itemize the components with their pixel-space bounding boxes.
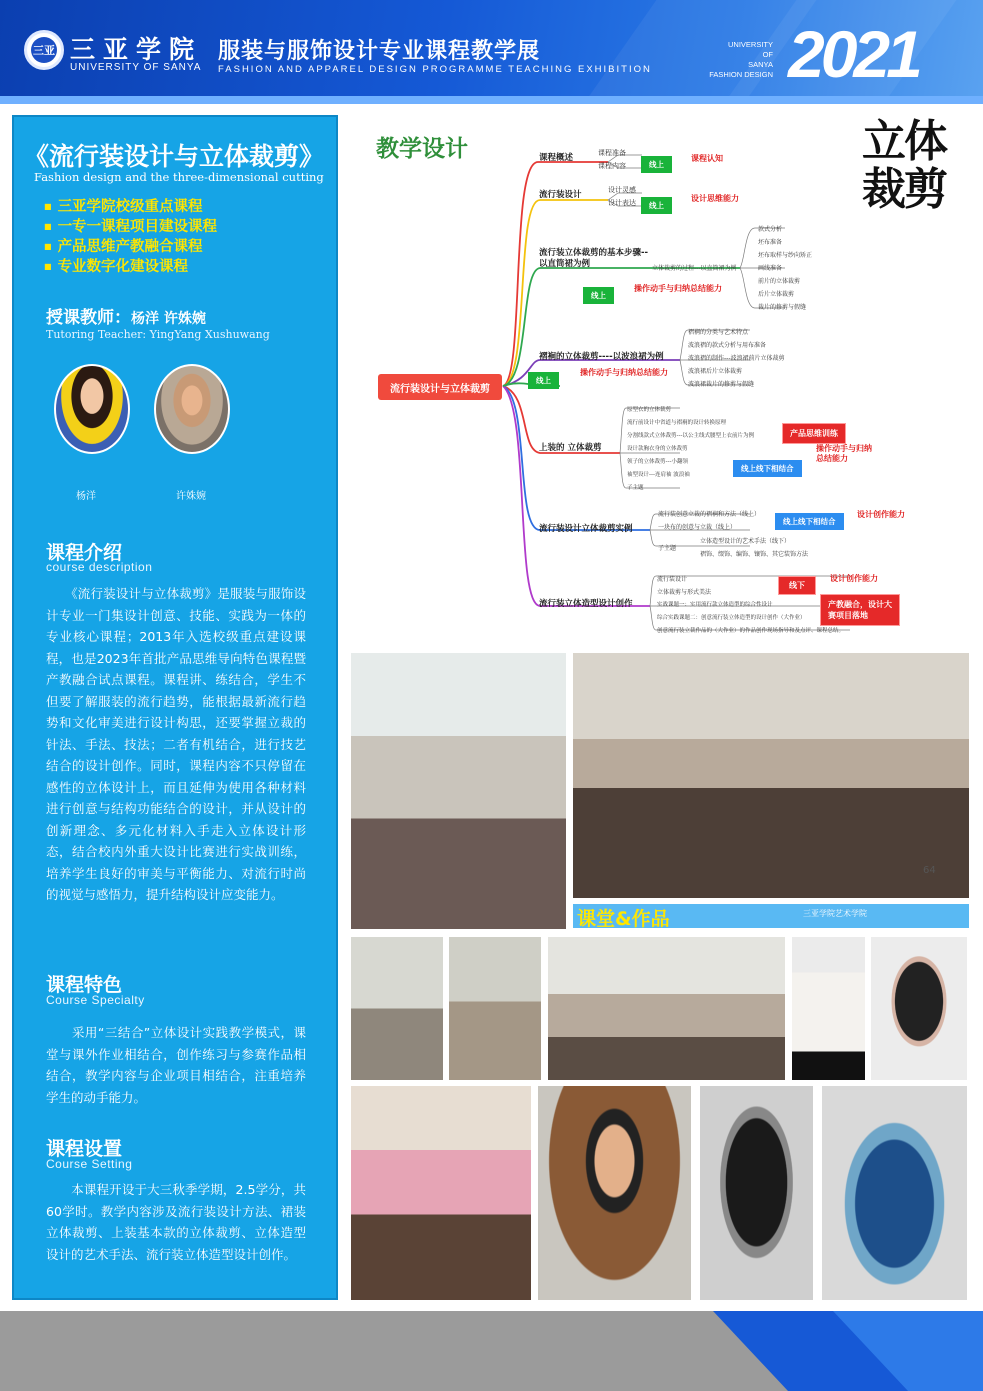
course-title-en: Fashion design and the three-dimensional cutting [34, 170, 324, 184]
uni-stack-line: OF [762, 50, 773, 59]
node-sub: 课程准备 [598, 149, 626, 157]
classroom-photo [548, 937, 785, 1080]
specialty-body: 采用“三结合”立体设计实践教学模式，课堂与课外作业相结合，创作练习与参赛作品相结合，教学内容与企业项目相结合，注重培养学生的动手能力。 [46, 1025, 306, 1105]
classroom-photo [351, 1086, 531, 1300]
node-sub: 坯布准备 [758, 239, 783, 246]
course-info-panel [12, 115, 338, 1300]
feature-item: ■ 产品思维产教融合课程 [44, 237, 217, 257]
exhibition-title: 服装与服饰设计专业课程教学展 [218, 39, 541, 64]
node-sub: 创意流行装立裁作品的（大作业）的作品创作现场指导和及点评、课程总结。 [657, 628, 845, 634]
university-name-cn: 三亚学院 [70, 35, 203, 64]
node-sub: 立体裁剪与形式美法 [657, 589, 712, 596]
intro-heading-en: course description [46, 560, 153, 574]
online-tag: 线上 [641, 197, 672, 214]
uni-stack-line: UNIVERSITY [727, 40, 773, 49]
footer-band [0, 1311, 983, 1391]
ability-label: 设计思维能力 [691, 194, 739, 203]
teacher-names: 杨洋 许姝婉 [131, 311, 206, 327]
gallery-title: 课堂&作品 [577, 908, 670, 930]
node-label: 褶裥的立体裁剪----以波浪裙为例 [539, 352, 664, 362]
node-sub: 综合实践课题二：创意流行装立体造型的设计创作（大作业） [657, 615, 806, 621]
uni-stack-line: SANYA [748, 60, 773, 69]
node-sub: 褶饰、缀饰、编饰、镶饰、其它装饰方法 [700, 551, 809, 558]
node-sub: 分割线款式立体裁剪---以公主线式腰型上衣前片为例 [627, 433, 754, 439]
node-sub: 流行装设计 [657, 576, 688, 583]
node-sub: 流行前设计中省道与褶裥的设计转换原理 [627, 420, 727, 426]
portrait-name: 许姝婉 [176, 491, 206, 502]
ability-label: 操作动手与归纳总结能力 [816, 444, 872, 463]
online-tag: 线上 [528, 372, 559, 389]
classroom-photo [351, 653, 566, 929]
ability-label: 课程认知 [691, 154, 723, 163]
node-sub: 画线准备 [758, 265, 783, 272]
blended-tag: 线上线下相结合 [733, 460, 802, 477]
product-thinking-box: 产品思维训练 [782, 423, 846, 444]
garment-photo [871, 937, 967, 1080]
garment-photo [792, 937, 865, 1080]
course-title: 《流行装设计与立体裁剪》 [24, 142, 325, 171]
node-mid: 立体裁剪的过程---以直筒裙为例 [652, 265, 737, 272]
offline-tag: 线下 [778, 576, 816, 595]
node-sub: 原型衣的立体裁剪 [627, 407, 672, 413]
node-sub: 波浪褶的制作---波浪裙前片立体裁剪 [688, 355, 785, 362]
model-photo [538, 1086, 691, 1300]
specialty-heading: 课程特色 [46, 974, 123, 996]
mannequin-number: 64 [923, 865, 936, 876]
header-banner [0, 0, 983, 104]
feature-item: ■ 专业数字化建设课程 [44, 257, 217, 277]
node-sub: 实战课题一：实用流行款立体造型的综合性设计 [657, 602, 773, 608]
university-name-en: UNIVERSITY OF SANYA [70, 62, 202, 73]
specialty-heading-en: Course Specialty [46, 993, 145, 1007]
gallery-subtitle: 三亚学院艺术学院 [803, 909, 867, 918]
feature-item: ■ 一专一课程项目建设课程 [44, 217, 217, 237]
node-label: 流行装立体造型设计创作 [539, 599, 633, 609]
ability-label: 操作动手与归纳总结能力 [580, 368, 668, 377]
intro-body: 《流行装设计与立体裁剪》是服装与服饰设计专业一门集设计创意、技能、实践为一体的专业核心课程；2013年入选校级重点建设课程，也是2023年首批产品思维导向特色课程暨产教融合试点课程。课程讲、练结合，学生不但要了解服装的流行趋势，能根据最新流行趋势和文化审美进行设计构思，还要掌握立裁的针法、手法、技法；二者有机结合，进行技艺结合的设计创作。同时，课程内容不只停留在感性的立体设计上，而且延伸为使用各种材料进行创意与结构功能结合的设计，并从设计的创新理念、多元化材料入手走入立体设计形态，结合校内外重大设计比赛进行实战训练，培养学生良好的审美与平衡能力、对流行时尚的视觉与感悟力，提升结构设计应变能力。 [46, 586, 306, 902]
node-label: 上装的 立体裁剪 [539, 443, 602, 453]
year-mark: 2021 [788, 17, 919, 91]
node-sub: 立体造型设计的艺术手法（线下） [700, 538, 791, 545]
node-sub: 子主题 [658, 545, 677, 552]
node-sub: 前片的立体裁剪 [758, 278, 801, 285]
node-label: 流行装立体裁剪的基本步骤--以直筒裙为例 [539, 248, 649, 269]
teacher-portrait [54, 364, 130, 454]
ability-label: 操作动手与归纳总结能力 [634, 284, 722, 293]
node-sub: 设计灵感 [608, 186, 636, 194]
online-tag: 线上 [583, 287, 614, 304]
feature-item: ■ 三亚学院校级重点课程 [44, 197, 217, 217]
teacher-label: 授课教师： [46, 308, 131, 328]
node-sub: 褶裥的分类与艺术特点 [688, 329, 749, 336]
node-label: 流行装设计立体裁剪实例 [539, 524, 633, 534]
setting-body: 本课程开设于大三秋季学期，2.5学分，共60学时。教学内容涉及流行装设计方法、裙装立体裁剪、上装基本款的立体裁剪、立体造型设计的艺术手法、流行装立体造型设计创作。 [46, 1182, 306, 1262]
node-sub: 流行装创意立裁的褶裥和方法（线上） [658, 511, 761, 518]
exhibition-subtitle: FASHION AND APPAREL DESIGN PROGRAMME TEACHING EXHIBITION [218, 64, 652, 75]
node-sub: 波浪裙裁片的修剪与假缝 [688, 381, 755, 388]
mindmap-root: 流行装设计与立体裁剪 [378, 374, 502, 400]
garment-photo [700, 1086, 813, 1300]
setting-heading-en: Course Setting [46, 1157, 133, 1171]
node-label: 课程概述 [539, 153, 574, 163]
setting-heading: 课程设置 [46, 1138, 123, 1160]
classroom-photo [351, 937, 443, 1080]
node-sub: 一块布的创意与立裁（线上） [658, 524, 737, 531]
teacher-heading [46, 303, 206, 328]
industry-box: 产教融合，设计大赛项目落地 [820, 594, 900, 626]
node-sub: 款式分析 [758, 226, 783, 233]
course-features [44, 197, 217, 277]
classroom-photo [573, 653, 969, 898]
node-sub: 设计表达 [608, 199, 636, 207]
uni-stack-line: FASHION DESIGN [709, 70, 773, 79]
intro-heading: 课程介绍 [46, 542, 123, 564]
node-sub: 波浪褶的款式分析与用布准备 [688, 342, 767, 349]
banner-underline [0, 96, 983, 104]
classroom-photo [449, 937, 541, 1080]
online-tag: 线上 [641, 156, 672, 173]
mindmap-title: 教学设计 [376, 136, 468, 162]
university-logo-icon [24, 30, 64, 70]
teacher-en: Tutoring Teacher: YingYang Xushuwang [46, 328, 270, 341]
node-sub: 设计款胸衣身的立体裁剪 [627, 446, 688, 452]
node-sub: 课程内容 [598, 162, 626, 170]
node-sub: 坯布取样与纱向矫正 [758, 252, 813, 259]
node-sub: 袖型设计---连肩袖 波浪袖 [627, 472, 690, 478]
node-sub: 裁片的修剪与假缝 [758, 304, 807, 311]
garment-photo [822, 1086, 967, 1300]
teacher-portrait [154, 364, 230, 454]
stamp-logo: 立体裁剪 [862, 116, 946, 215]
node-label: 流行装设计 [539, 190, 582, 200]
node-sub: 领子的立体裁剪---小翻领 [627, 459, 688, 465]
university-stack [700, 40, 773, 80]
blended-tag: 线上线下相结合 [775, 513, 844, 530]
ability-label: 设计创作能力 [830, 574, 878, 583]
node-sub: 子主题 [627, 485, 644, 491]
ability-label: 设计创作能力 [857, 510, 905, 519]
gallery-banner [573, 904, 969, 928]
node-sub: 波浪裙后片立体裁剪 [688, 368, 743, 375]
portrait-name: 杨洋 [76, 491, 96, 502]
node-sub: 后片立体裁剪 [758, 291, 795, 298]
logo-mark: 三亚 [31, 37, 57, 63]
